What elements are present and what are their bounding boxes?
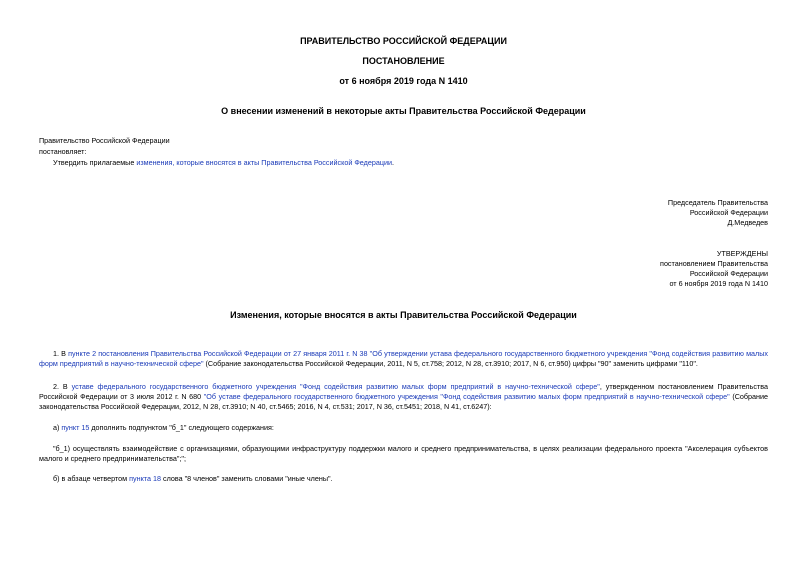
- approval-line4: от 6 ноября 2019 года N 1410: [669, 279, 768, 288]
- sub-a-paragraph: а) пункт 15 дополнить подпунктом "б_1" следующего содержания:: [53, 423, 274, 432]
- item-1-paragraph: 1. В пункте 2 постановления Правительства Российской Федерации от 27 января 2011 г. N 38 "Об утверждении устава федерального государственного бюджетного учреждения "Фонд содействия развитию малых форм предприятий в научно-технической сфере" (Собрание законодательства Российской Федерации, 2011, N 5, ст.758; 2012, N 28, ст.3910; 2017, N 6, ст.950) цифры "90" заменить цифрами "110".: [39, 349, 768, 368]
- point-15-link[interactable]: пункт 15: [61, 423, 90, 432]
- approval-line2: постановлением Правительства: [660, 259, 768, 268]
- approval-line1: УТВЕРЖДЕНЫ: [716, 249, 768, 258]
- item-2-paragraph: 2. В уставе федерального государственного бюджетного учреждения "Фонд содействия развитию малых форм предприятий в научно-технической сфере", утвержденном постановлением Правительства Российской Федерации от 3 июля 2012 г. N 680 "Об уставе федерального государственного бюджетного учреждения "Фонд содействия развитию малых форм предприятий в научно-технической сфере" (Собрание законодательства Российской Федерации, 2012, N 28, ст.3910; N 40, ст.5465; 2016, N 4, ст.531; 2017, N 36, ст.5451; 2018, N 41, ст.6247):: [39, 382, 768, 411]
- point-18-link[interactable]: пункта 18: [129, 474, 162, 483]
- charter-link[interactable]: уставе федерального государственного бюджетного учреждения "Фонд содействия развитию малых форм предприятий в научно-технической сфере": [71, 382, 600, 391]
- signature-name: Д.Медведев: [727, 218, 768, 227]
- doc-date-number: от 6 ноября 2019 года N 1410: [339, 76, 468, 86]
- changes-title: Изменения, которые вносятся в акты Правительства Российской Федерации: [230, 310, 577, 320]
- preamble-line2: постановляет:: [39, 147, 87, 156]
- approve-paragraph: Утвердить прилагаемые изменения, которые вносятся в акты Правительства Российской Федерации.: [53, 158, 394, 167]
- decree-680-link[interactable]: "Об уставе федерального государственного бюджетного учреждения "Фонд содействия развитию малых форм предприятий в научно-технической сфере": [203, 392, 730, 401]
- doc-title: О внесении изменений в некоторые акты Правительства Российской Федерации: [221, 106, 586, 116]
- preamble-line1: Правительство Российской Федерации: [39, 136, 170, 145]
- approval-line3: Российской Федерации: [689, 269, 768, 278]
- sub-b-paragraph: б) в абзаце четвертом пункта 18 слова "8 членов" заменить словами "иные члены".: [53, 474, 333, 483]
- signature-role1: Председатель Правительства: [667, 198, 768, 207]
- doc-type-heading: ПОСТАНОВЛЕНИЕ: [362, 56, 445, 66]
- org-heading: ПРАВИТЕЛЬСТВО РОССИЙСКОЙ ФЕДЕРАЦИИ: [300, 36, 507, 46]
- changes-link[interactable]: изменения, которые вносятся в акты Правительства Российской Федерации: [136, 158, 392, 167]
- decree-38-link[interactable]: пункте 2 постановления Правительства Российской Федерации от 27 января 2011 г. N 38 "Об утверждении устава федерального государственного бюджетного учреждения "Фонд содействия развитию малых форм предприятий в научно-технической сфере": [39, 349, 768, 368]
- quote-paragraph: "б_1) осуществлять взаимодействие с организациями, образующими инфраструктуру поддержки малого и среднего предпринимательства, в целях реализации федерального проекта "Акселерация субъектов малого и среднего предпринимательства";";: [39, 444, 768, 463]
- signature-role2: Российской Федерации: [689, 208, 768, 217]
